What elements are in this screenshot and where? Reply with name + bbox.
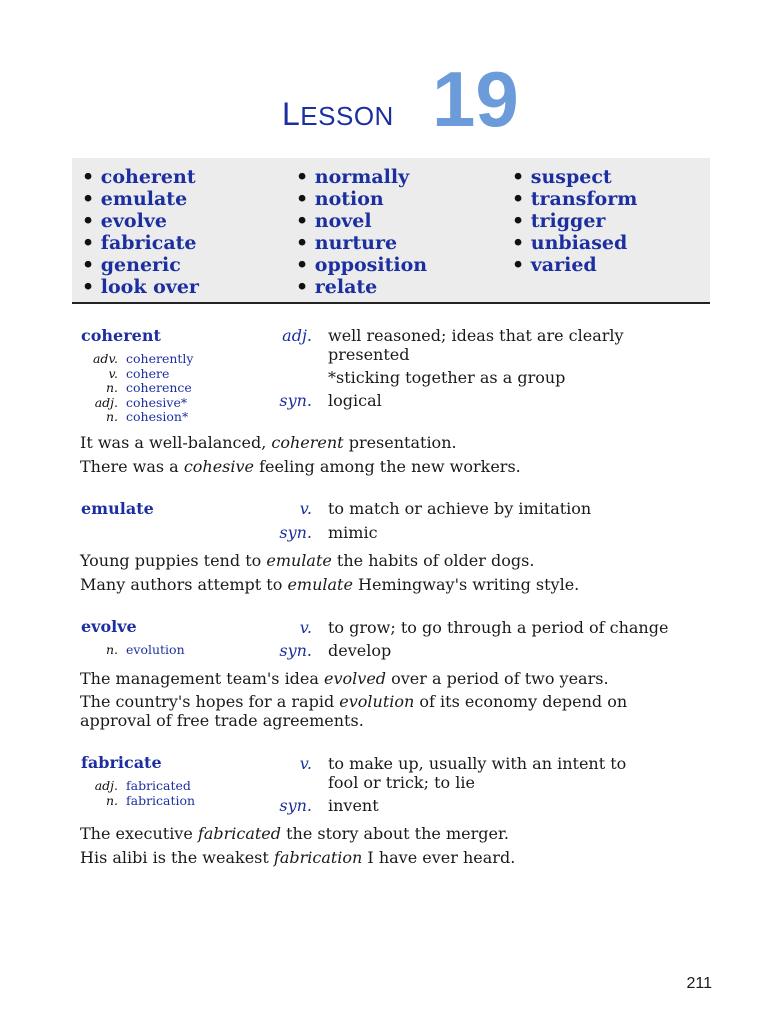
word-list-item: • novel: [296, 210, 427, 232]
example-sentence: His alibi is the weakest fabrication I have ever heard.: [80, 848, 516, 867]
word-list-item: • suspect: [512, 166, 637, 188]
example-sentence: The management team's idea evolved over a period of two years.: [80, 669, 609, 688]
entry-headword: evolve: [81, 617, 137, 636]
lesson-word: LESSON: [282, 96, 394, 132]
synonym-text: logical: [328, 391, 382, 410]
part-of-speech-label: v.: [299, 754, 312, 773]
word-list-item: • unbiased: [512, 232, 637, 254]
derivative-item: n. fabrication: [105, 792, 196, 808]
word-list-item: • transform: [512, 188, 637, 210]
derivative-item: n. coherence: [105, 380, 192, 395]
example-sentence: There was a cohesive feeling among the new workers.: [80, 457, 521, 476]
synonym-text: invent: [328, 796, 379, 815]
lesson-number: 19: [432, 55, 519, 143]
word-list-item: • opposition: [296, 254, 427, 276]
derivative-item: adj. cohesive*: [94, 394, 188, 410]
word-list-item: • nurture: [296, 232, 427, 254]
part-of-speech-label: v.: [299, 618, 312, 637]
derivative-item: n. evolution: [105, 642, 185, 657]
word-list-item: • normally: [296, 166, 427, 188]
word-list-item: • relate: [296, 276, 427, 298]
word-list-item: • look over: [82, 276, 199, 298]
word-list-column-2: [296, 166, 427, 298]
definition-text: well reasoned; ideas that are clearly presented: [328, 326, 624, 364]
example-sentence: The country's hopes for a rapid evolution of its economy depend on approval of free trade agreements.: [80, 692, 628, 730]
word-list-item: • emulate: [82, 188, 199, 210]
example-sentence: Many authors attempt to emulate Hemingway's writing style.: [80, 575, 580, 594]
definition-text: to match or achieve by imitation: [328, 499, 592, 518]
synonym-text: develop: [328, 641, 392, 660]
word-list-item: • coherent: [82, 166, 199, 188]
synonym-label: syn.: [279, 523, 312, 542]
derivatives-list: [80, 352, 193, 425]
derivative-item: adv. coherently: [92, 351, 194, 366]
derivative-item: n. cohesion*: [105, 409, 189, 424]
word-list-item: • evolve: [82, 210, 199, 232]
synonym-label: syn.: [279, 641, 312, 660]
word-list-item: • generic: [82, 254, 199, 276]
synonym-label: syn.: [279, 391, 312, 410]
example-sentence: The executive fabricated the story about the merger.: [80, 824, 509, 843]
entry-headword: emulate: [81, 499, 154, 518]
page-number: 211: [686, 975, 712, 992]
part-of-speech-label: v.: [299, 499, 312, 518]
alt-definition-text: *sticking together as a group: [328, 368, 566, 387]
word-list-item: • fabricate: [82, 232, 199, 254]
word-list-item: • trigger: [512, 210, 637, 232]
derivative-item: v. cohere: [108, 365, 170, 381]
derivative-item: adj. fabricated: [94, 778, 191, 793]
word-list-item: • notion: [296, 188, 427, 210]
definition-text: to make up, usually with an intent to fool or trick; to lie: [328, 754, 627, 792]
synonym-text: mimic: [328, 523, 378, 542]
part-of-speech-label: adj.: [282, 326, 312, 345]
derivatives-list: [80, 779, 195, 808]
example-sentence: It was a well-balanced, coherent presentation.: [80, 433, 457, 452]
word-list-column-3: [512, 166, 637, 276]
derivatives-list: [80, 643, 185, 658]
definition-text: to grow; to go through a period of change: [328, 618, 669, 637]
word-list-item: • varied: [512, 254, 637, 276]
synonym-label: syn.: [279, 796, 312, 815]
entry-headword: fabricate: [81, 753, 162, 772]
word-list-column-1: [82, 166, 199, 298]
word-list-box: [72, 158, 710, 304]
example-sentence: Young puppies tend to emulate the habits of older dogs.: [80, 551, 535, 570]
entry-headword: coherent: [81, 326, 161, 345]
